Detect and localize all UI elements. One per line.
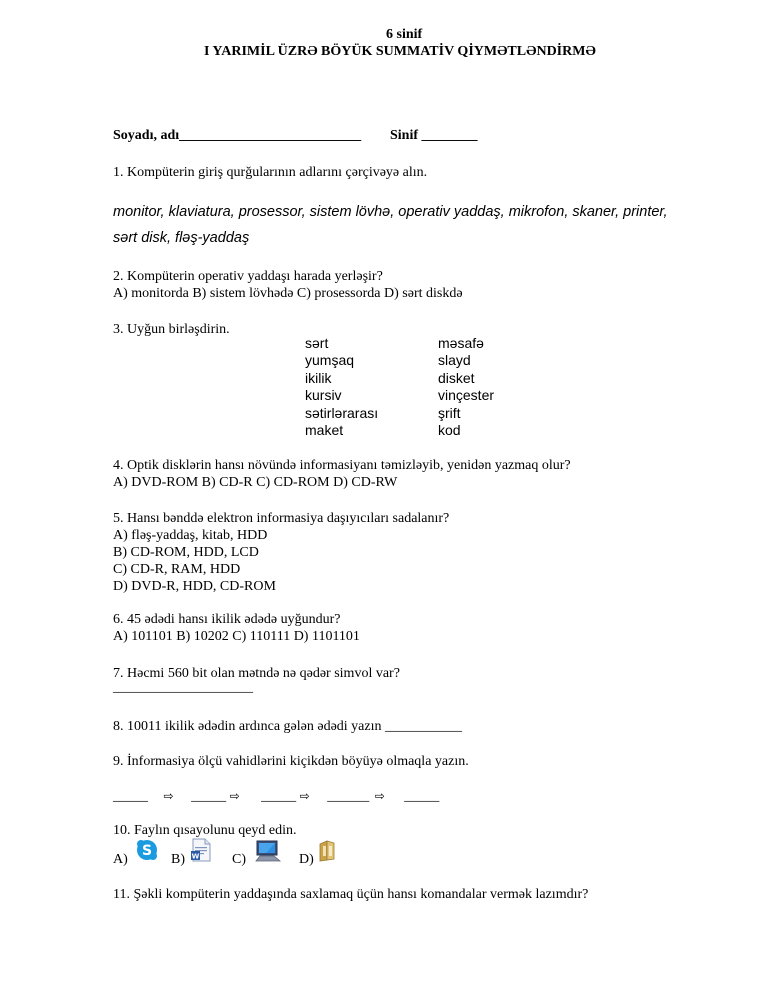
match-left-2: yumşaq xyxy=(305,352,355,368)
match-left-6: maket xyxy=(305,422,344,438)
skype-icon xyxy=(136,839,158,861)
unit-blank-4: ______ xyxy=(327,789,370,804)
option-c-label: C) xyxy=(232,852,246,867)
arrow-right-icon: ⇨ xyxy=(299,789,310,803)
question-6-options: A) 101101 B) 10202 C) 110111 D) 1101101 xyxy=(113,629,360,644)
question-3: 3. Uyğun birləşdirin. xyxy=(113,322,230,337)
folder-icon xyxy=(318,840,336,862)
option-a-label: A) xyxy=(113,852,128,867)
question-2-options: A) monitorda B) sistem lövhədə C) prosessorda D) sərt diskdə xyxy=(113,286,463,301)
class-field-label: Sinif ________ xyxy=(390,128,478,143)
option-d-label: D) xyxy=(299,852,314,867)
unit-blank-3: _____ xyxy=(261,789,297,804)
question-5-option-b: B) CD-ROM, HDD, LCD xyxy=(113,545,259,560)
question-1: 1. Kompüterin giriş qurğularının adlarını çərçivəyə alın. xyxy=(113,165,428,180)
match-left-4: kursiv xyxy=(305,387,342,403)
unit-blank-2: _____ xyxy=(191,789,227,804)
match-left-1: sərt xyxy=(305,335,329,351)
match-right-4: vinçester xyxy=(438,387,495,403)
question-2: 2. Kompüterin operativ yaddaşı harada yerləşir? xyxy=(113,269,383,284)
question-1-words-line2: sərt disk, fləş-yaddaş xyxy=(113,230,250,246)
unit-order-row xyxy=(113,788,439,805)
computer-icon xyxy=(254,840,282,862)
name-field-label: Soyadı, adı__________________________ xyxy=(113,128,362,143)
option-b-label: B) xyxy=(171,852,185,867)
arrow-right-icon: ⇨ xyxy=(374,789,385,803)
page-title: I YARIMİL ÜZRƏ BÖYÜK SUMMATİV QİYMƏTLƏNDİRMƏ xyxy=(204,44,596,59)
question-11: 11. Şəkli kompüterin yaddaşında saxlamaq üçün hansı komandalar vermək lazımdır? xyxy=(113,887,589,902)
match-right-3: disket xyxy=(438,370,475,386)
grade-label: 6 sinif xyxy=(386,27,423,42)
match-left-3: ikilik xyxy=(305,370,332,386)
match-left-5: sətirlərarası xyxy=(305,405,379,421)
question-5-option-c: C) CD-R, RAM, HDD xyxy=(113,562,241,577)
question-5-option-d: D) DVD-R, HDD, CD-ROM xyxy=(113,579,276,594)
question-10: 10. Faylın qısayolunu qeyd edin. xyxy=(113,823,297,838)
match-right-5: şrift xyxy=(438,405,461,421)
svg-text:S: S xyxy=(141,843,153,859)
question-1-words-line1: monitor, klaviatura, prosessor, sistem lövhə, operativ yaddaş, mikrofon, skaner, printer, xyxy=(113,204,668,220)
question-6: 6. 45 ədədi hansı ikilik ədədə uyğundur? xyxy=(113,612,341,627)
arrow-right-icon: ⇨ xyxy=(229,789,240,803)
question-9: 9. İnformasiya ölçü vahidlərini kiçikdən böyüyə olmaqla yazın. xyxy=(113,754,469,769)
question-7-answer-blank: ____________________ xyxy=(113,680,253,695)
match-right-1: məsafə xyxy=(438,335,484,351)
match-right-6: kod xyxy=(438,422,461,438)
unit-blank-5: _____ xyxy=(404,789,440,804)
unit-blank-1: _____ xyxy=(113,789,148,804)
question-4-options: A) DVD-ROM B) CD-R C) CD-ROM D) CD-RW xyxy=(113,475,398,490)
arrow-right-icon: ⇨ xyxy=(163,789,174,803)
svg-text:W: W xyxy=(191,852,200,861)
question-5-option-a: A) fləş-yaddaş, kitab, HDD xyxy=(113,528,268,543)
question-8: 8. 10011 ikilik ədədin ardınca gələn ədədi yazın ___________ xyxy=(113,719,463,734)
question-5: 5. Hansı bənddə elektron informasiya daşıyıcıları sadalanır? xyxy=(113,511,450,526)
match-right-2: slayd xyxy=(438,352,471,368)
question-7: 7. Həcmi 560 bit olan mətndə nə qədər simvol var? xyxy=(113,666,400,681)
question-4: 4. Optik disklərin hansı növündə informasiyanı təmizləyib, yenidən yazmaq olur? xyxy=(113,458,571,473)
word-document-icon xyxy=(190,838,212,862)
